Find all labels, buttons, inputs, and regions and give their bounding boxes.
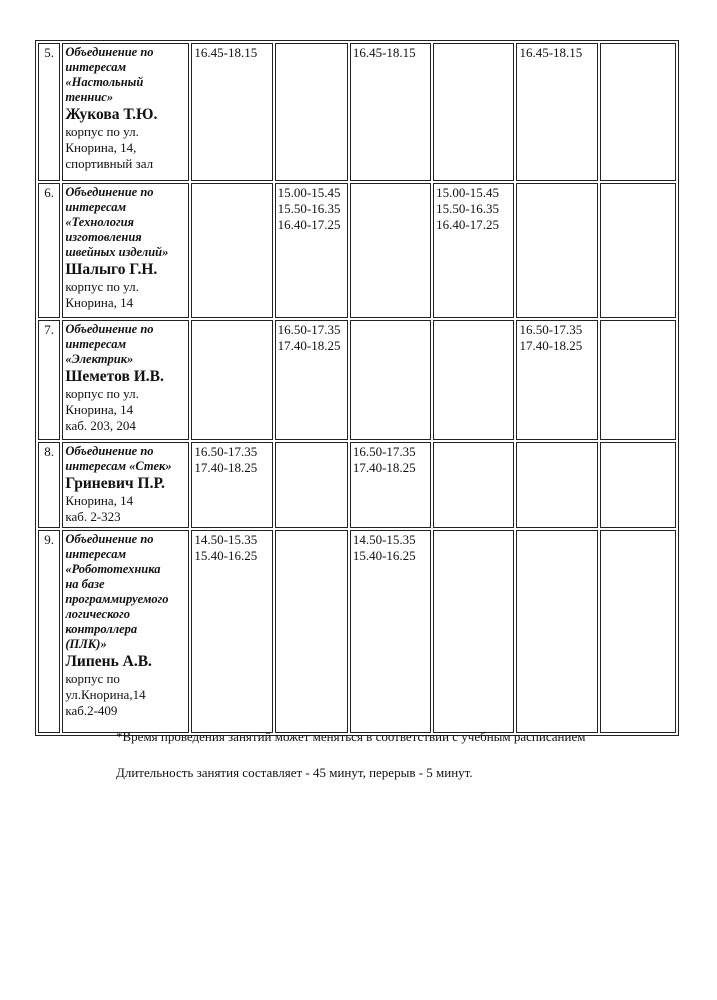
day-time-cell bbox=[191, 183, 272, 318]
day-time-cell bbox=[350, 43, 431, 181]
association-name-line: швейных изделий» bbox=[65, 245, 169, 259]
association-name-line: на базе bbox=[65, 577, 105, 591]
time-slot: 15.40-16.25 bbox=[352, 548, 416, 563]
time-slot: 16.50-17.35 bbox=[194, 444, 258, 459]
address-line: корпус по ул. bbox=[65, 124, 139, 139]
association-name-line: интересам bbox=[65, 200, 127, 214]
time-slot: 16.45-18.15 bbox=[352, 45, 416, 60]
association-name-line: программируемого bbox=[65, 592, 169, 606]
day-time-cell bbox=[600, 43, 676, 181]
address-line: корпус по ул. bbox=[65, 279, 139, 294]
day-time-cell bbox=[433, 43, 514, 181]
row-number: 6. bbox=[38, 183, 60, 318]
teacher-name: Липень А.В. bbox=[65, 653, 152, 670]
association-name-line: изготовления bbox=[65, 230, 142, 244]
teacher-name: Жукова Т.Ю. bbox=[65, 106, 158, 123]
association-name-line: «Технология bbox=[65, 215, 134, 229]
address-line: ул.Кнорина,14 bbox=[65, 687, 146, 702]
association-name-line: теннис» bbox=[65, 90, 114, 104]
association-cell bbox=[62, 43, 189, 181]
day-time-cell bbox=[191, 530, 272, 733]
association-cell bbox=[62, 320, 189, 440]
time-slot: 16.40-17.25 bbox=[436, 217, 499, 232]
day-time-cell bbox=[191, 43, 272, 181]
schedule-body bbox=[38, 43, 676, 733]
row-number: 5. bbox=[38, 43, 60, 181]
address-line: каб.2-409 bbox=[65, 703, 118, 718]
association-name-line: Объединение по bbox=[65, 185, 154, 199]
association-name-line: Объединение по bbox=[65, 444, 154, 458]
day-time-cell bbox=[433, 183, 514, 318]
day-time-cell bbox=[600, 442, 676, 528]
association-name-line: (ПЛК)» bbox=[65, 637, 107, 651]
day-time-cell bbox=[275, 530, 348, 733]
table-row bbox=[38, 442, 676, 528]
day-time-cell bbox=[191, 320, 272, 440]
row-number: 7. bbox=[38, 320, 60, 440]
time-slot: 16.45-18.15 bbox=[519, 45, 583, 60]
association-name-line: «Настольный bbox=[65, 75, 144, 89]
teacher-name: Шеметов И.В. bbox=[65, 368, 164, 385]
day-time-cell bbox=[600, 183, 676, 318]
day-time-cell bbox=[516, 183, 597, 318]
association-name-line: «Робототехника bbox=[65, 562, 161, 576]
address-line: Кнорина, 14 bbox=[65, 402, 134, 417]
day-time-cell bbox=[350, 183, 431, 318]
time-slot: 14.50-15.35 bbox=[194, 532, 258, 547]
row-number: 8. bbox=[38, 442, 60, 528]
address-line: каб. 2-323 bbox=[65, 509, 121, 524]
time-slot: 17.40-18.25 bbox=[519, 338, 583, 353]
address-line: каб. 203, 204 bbox=[65, 418, 136, 433]
day-time-cell bbox=[516, 530, 597, 733]
day-time-cell bbox=[516, 442, 597, 528]
teacher-name: Гриневич П.Р. bbox=[65, 475, 165, 492]
association-name-line: «Электрик» bbox=[65, 352, 134, 366]
time-slot: 17.40-18.25 bbox=[352, 460, 416, 475]
table-row bbox=[38, 320, 676, 440]
day-time-cell bbox=[275, 183, 348, 318]
association-name-line: интересам bbox=[65, 60, 127, 74]
table-row bbox=[38, 183, 676, 318]
day-time-cell bbox=[516, 43, 597, 181]
day-time-cell bbox=[191, 442, 272, 528]
address-line: корпус по ул. bbox=[65, 386, 139, 401]
day-time-cell bbox=[350, 320, 431, 440]
time-slot: 16.45-18.15 bbox=[194, 45, 258, 60]
address-line: Кнорина, 14 bbox=[65, 493, 134, 508]
day-time-cell bbox=[350, 530, 431, 733]
lesson-duration-note: Длительность занятия составляет - 45 минут, перерыв - 5 минут. bbox=[116, 765, 473, 780]
time-slot: 15.50-16.35 bbox=[277, 201, 341, 216]
association-cell bbox=[62, 530, 189, 733]
time-slot: 15.50-16.35 bbox=[436, 201, 499, 216]
time-slot: 15.00-15.45 bbox=[277, 185, 341, 200]
schedule-table bbox=[35, 40, 679, 736]
address-line: Кнорина, 14 bbox=[65, 295, 134, 310]
address-line: Кнорина, 14, bbox=[65, 140, 137, 155]
address-line: корпус по bbox=[65, 671, 120, 686]
association-name-line: интересам bbox=[65, 547, 127, 561]
address-line: спортивный зал bbox=[65, 156, 154, 171]
association-cell bbox=[62, 442, 189, 528]
teacher-name: Шалыго Г.Н. bbox=[65, 261, 158, 278]
day-time-cell bbox=[600, 320, 676, 440]
time-slot: 15.40-16.25 bbox=[194, 548, 258, 563]
day-time-cell bbox=[350, 442, 431, 528]
schedule-footnote: *Время проведения занятий может меняться в соответствии с учебным расписанием bbox=[116, 729, 586, 744]
row-number: 9. bbox=[38, 530, 60, 733]
day-time-cell bbox=[433, 320, 514, 440]
time-slot: 16.50-17.35 bbox=[352, 444, 416, 459]
association-name-line: Объединение по bbox=[65, 322, 154, 336]
table-row bbox=[38, 530, 676, 733]
day-time-cell bbox=[433, 442, 514, 528]
association-name-line: контроллера bbox=[65, 622, 138, 636]
time-slot: 17.40-18.25 bbox=[194, 460, 258, 475]
time-slot: 16.50-17.35 bbox=[277, 322, 341, 337]
day-time-cell bbox=[433, 530, 514, 733]
day-time-cell bbox=[275, 43, 348, 181]
association-name-line: логического bbox=[65, 607, 131, 621]
day-time-cell bbox=[275, 320, 348, 440]
day-time-cell bbox=[275, 442, 348, 528]
table-row bbox=[38, 43, 676, 181]
association-cell bbox=[62, 183, 189, 318]
time-slot: 14.50-15.35 bbox=[352, 532, 416, 547]
time-slot: 17.40-18.25 bbox=[277, 338, 341, 353]
time-slot: 15.00-15.45 bbox=[436, 185, 499, 200]
association-name-line: интересам «Стек» bbox=[65, 459, 172, 473]
association-name-line: Объединение по bbox=[65, 45, 154, 59]
day-time-cell bbox=[600, 530, 676, 733]
association-name-line: интересам bbox=[65, 337, 127, 351]
day-time-cell bbox=[516, 320, 597, 440]
association-name-line: Объединение по bbox=[65, 532, 154, 546]
time-slot: 16.40-17.25 bbox=[277, 217, 341, 232]
time-slot: 16.50-17.35 bbox=[519, 322, 583, 337]
